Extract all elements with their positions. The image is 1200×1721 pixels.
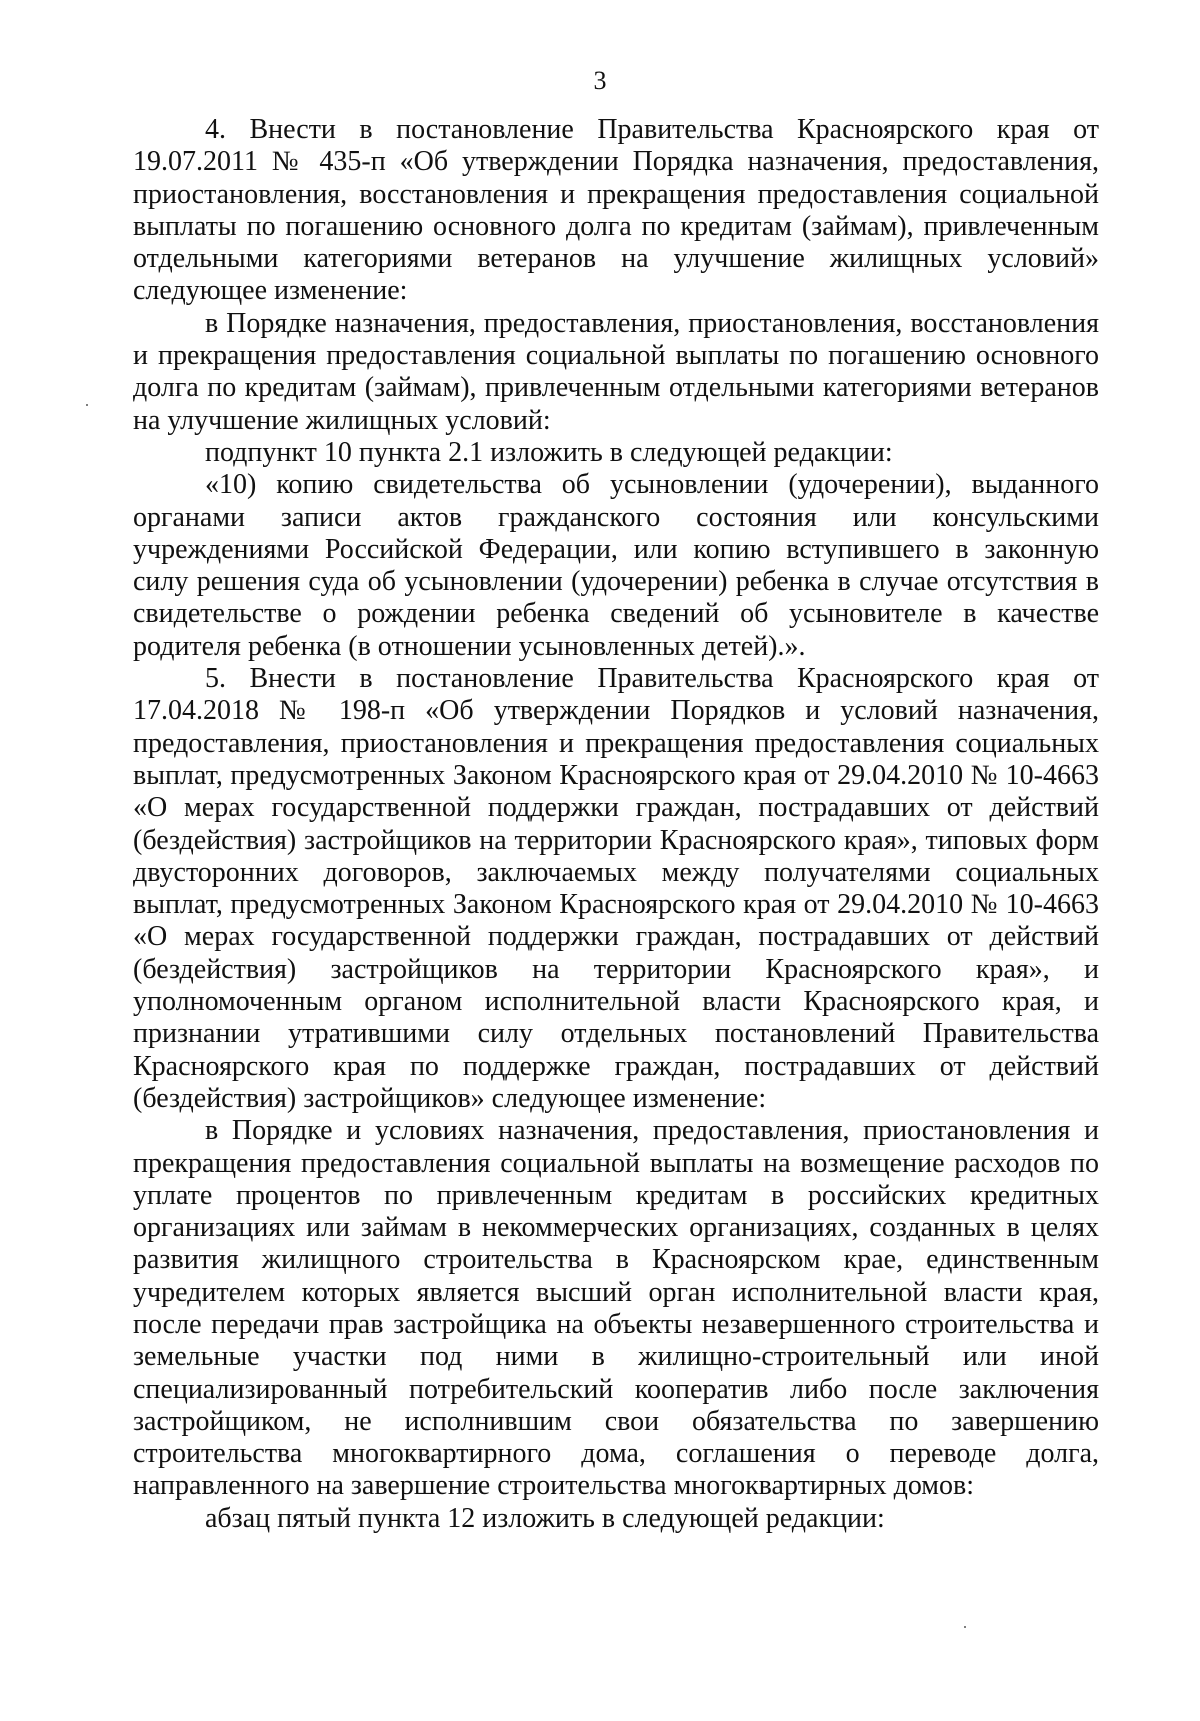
scan-speck xyxy=(86,404,88,406)
document-body xyxy=(133,114,1099,1535)
paragraph-item-4: 4. Внести в постановление Правительства Красноярского края от 19.07.2011 № 435-п «Об утверждении Порядка назначения, предоставления, приостановления, восстановления и прекращения предоставления социальной выплаты по погашению основного долга по кредитам (займам), привлеченным отдельными категориями ветеранов на улучшение жилищных условий» следующее изменение: xyxy=(133,114,1099,307)
paragraph-item-5: 5. Внести в постановление Правительства Красноярского края от 17.04.2018 № 198-п «Об утверждении Порядков и условий назначения, предоставления, приостановления и прекращения предоставления социальных выплат, предусмотренных Законом Красноярского края от 29.04.2010 № 10-4663 «О мерах государственной поддержки граждан, пострадавших от действий (бездействия) застройщиков на территории Красноярского края», типовых форм двусторонних договоров, заключаемых между получателями социальных выплат, предусмотренных Законом Красноярского края от 29.04.2010 № 10-4663 «О мерах государственной поддержки граждан, пострадавших от действий (бездействия) застройщиков на территории Красноярского края», и уполномоченным органом исполнительной власти Красноярского края, и признании утратившими силу отдельных постановлений Правительства Красноярского края по поддержке граждан, пострадавших от действий (бездействия) застройщиков» следующее изменение: xyxy=(133,663,1099,1114)
paragraph-subclause-10-text: «10) копию свидетельства об усыновлении (удочерении), выданного органами записи актов гражданского состояния или консульскими учреждениями Российской Федерации, или копию вступившего в законную силу решения суда об усыновлении (удочерении) ребенка в случае отсутствия в свидетельстве о рождении ребенка сведений об усыновителе в качестве родителя ребенка (в отношении усыновленных детей).». xyxy=(133,469,1099,662)
scan-speck xyxy=(964,1626,966,1628)
paragraph-subclause-10-instruction: подпункт 10 пункта 2.1 изложить в следующей редакции: xyxy=(205,436,893,468)
paragraph-order-435p-amendment: в Порядке назначения, предоставления, приостановления, восстановления и прекращения предоставления социальной выплаты по погашению основного долга по кредитам (займам), привлеченным отдельными категориями ветеранов на улучшение жилищных условий: xyxy=(133,307,1099,436)
paragraph-order-198p-amendment: в Порядке и условиях назначения, предоставления, приостановления и прекращения предоставления социальной выплаты на возмещение расходов по уплате процентов по привлеченным кредитам в российских кредитных организациях или займам в некоммерческих организациях, созданных в целях развития жилищного строительства в Красноярском крае, единственным учредителем которых является высший орган исполнительной власти края, после передачи прав застройщика на объекты незавершенного строительства и земельные участки под ними в жилищно-строительный или иной специализированный потребительский кооператив либо после заключения застройщиком, не исполнившим свои обязательства по завершению строительства многоквартирного дома, соглашения о переводе долга, направленного на завершение строительства многоквартирных домов: xyxy=(133,1115,1099,1502)
page-number: 3 xyxy=(593,66,607,95)
paragraph-clause-12-instruction: абзац пятый пункта 12 изложить в следующей редакции: xyxy=(205,1502,885,1534)
